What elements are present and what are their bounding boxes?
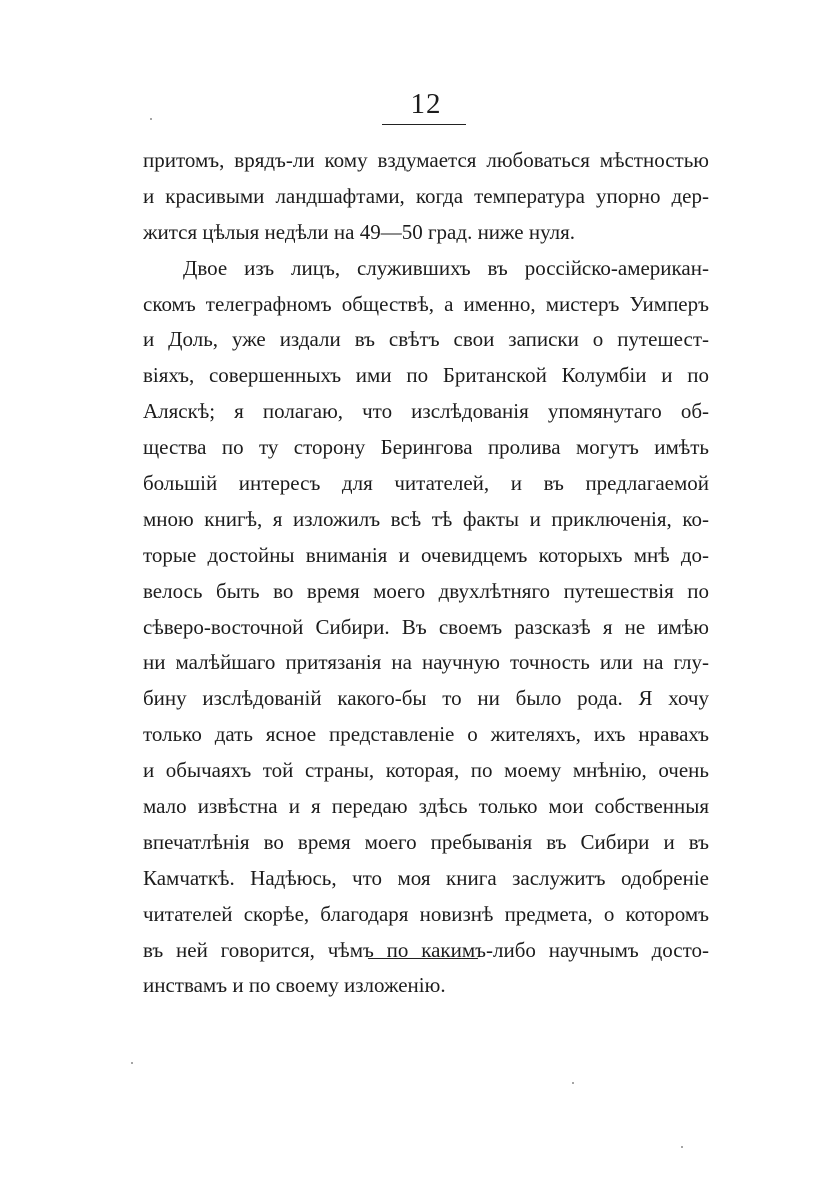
text-line: большій интересъ для читателей, и въ предлагаемой [143,471,709,496]
text-line: мало извѣстна и я передаю здѣсь только мои собственныя [143,794,709,819]
text-line: щества по ту сторону Берингова пролива могутъ имѣть [143,435,709,460]
page-number: 12 [410,88,442,120]
text-line: читателей скорѣе, благодаря новизнѣ предмета, о которомъ [143,901,709,926]
header-rule [382,124,466,125]
text-line: велось быть во время моего двухлѣтняго путешествія по [143,578,709,603]
text-line: жится цѣлыя недѣли на 49—50 град. ниже нуля. [143,219,576,244]
text-line: Аляскѣ; я полагаю, что изслѣдованія упомянутаго об- [143,399,709,424]
text-line: віяхъ, совершенныхъ ими по Британской Колумбіи и по [143,363,709,388]
text-line: ни малѣйшаго притязанія на научную точность или на глу- [143,650,709,675]
text-line: Камчаткѣ. Надѣюсь, что моя книга заслужитъ одобреніе [143,865,709,890]
text-line: бину изслѣдованій какого-бы то ни было рода. Я хочу [143,686,709,711]
text-line: и Доль, уже издали въ свѣтъ свои записки о путешест- [143,327,709,352]
text-line: скомъ телеграфномъ обществѣ, а именно, мистеръ Уимперъ [143,291,709,316]
scan-speck [150,118,152,120]
text-line: мною книгѣ, я изложилъ всѣ тѣ факты и приключенія, ко- [143,506,709,531]
paragraph-1 [143,143,709,251]
end-rule [368,958,478,959]
text-line: торые достойны вниманія и очевидцемъ которыхъ мнѣ до- [143,542,709,567]
scan-speck [131,1062,133,1064]
body-text [143,143,709,1004]
text-line: сѣверо-восточной Сибири. Въ своемъ разсказѣ я не имѣю [143,614,709,639]
scan-speck [572,1082,574,1084]
text-line: и обычаяхъ той страны, которая, по моему мнѣнію, очень [143,758,709,783]
text-line: инствамъ и по своему изложенію. [143,973,446,998]
text-line: только дать ясное представленіе о жителяхъ, ихъ нравахъ [143,722,709,747]
text-line: Двое изъ лицъ, служившихъ въ россійско-американ- [183,255,709,280]
scan-speck [681,1146,683,1148]
text-line: и красивыми ландшафтами, когда температура упорно дер- [143,183,709,208]
text-line: въ ней говорится, чѣмъ по какимъ-либо научнымъ досто- [143,937,709,962]
paragraph-2 [143,251,709,1005]
text-line: притомъ, врядъ-ли кому вздумается любоваться мѣстностью [143,148,709,172]
text-line: впечатлѣнія во время моего пребыванія въ Сибири и въ [143,829,709,854]
